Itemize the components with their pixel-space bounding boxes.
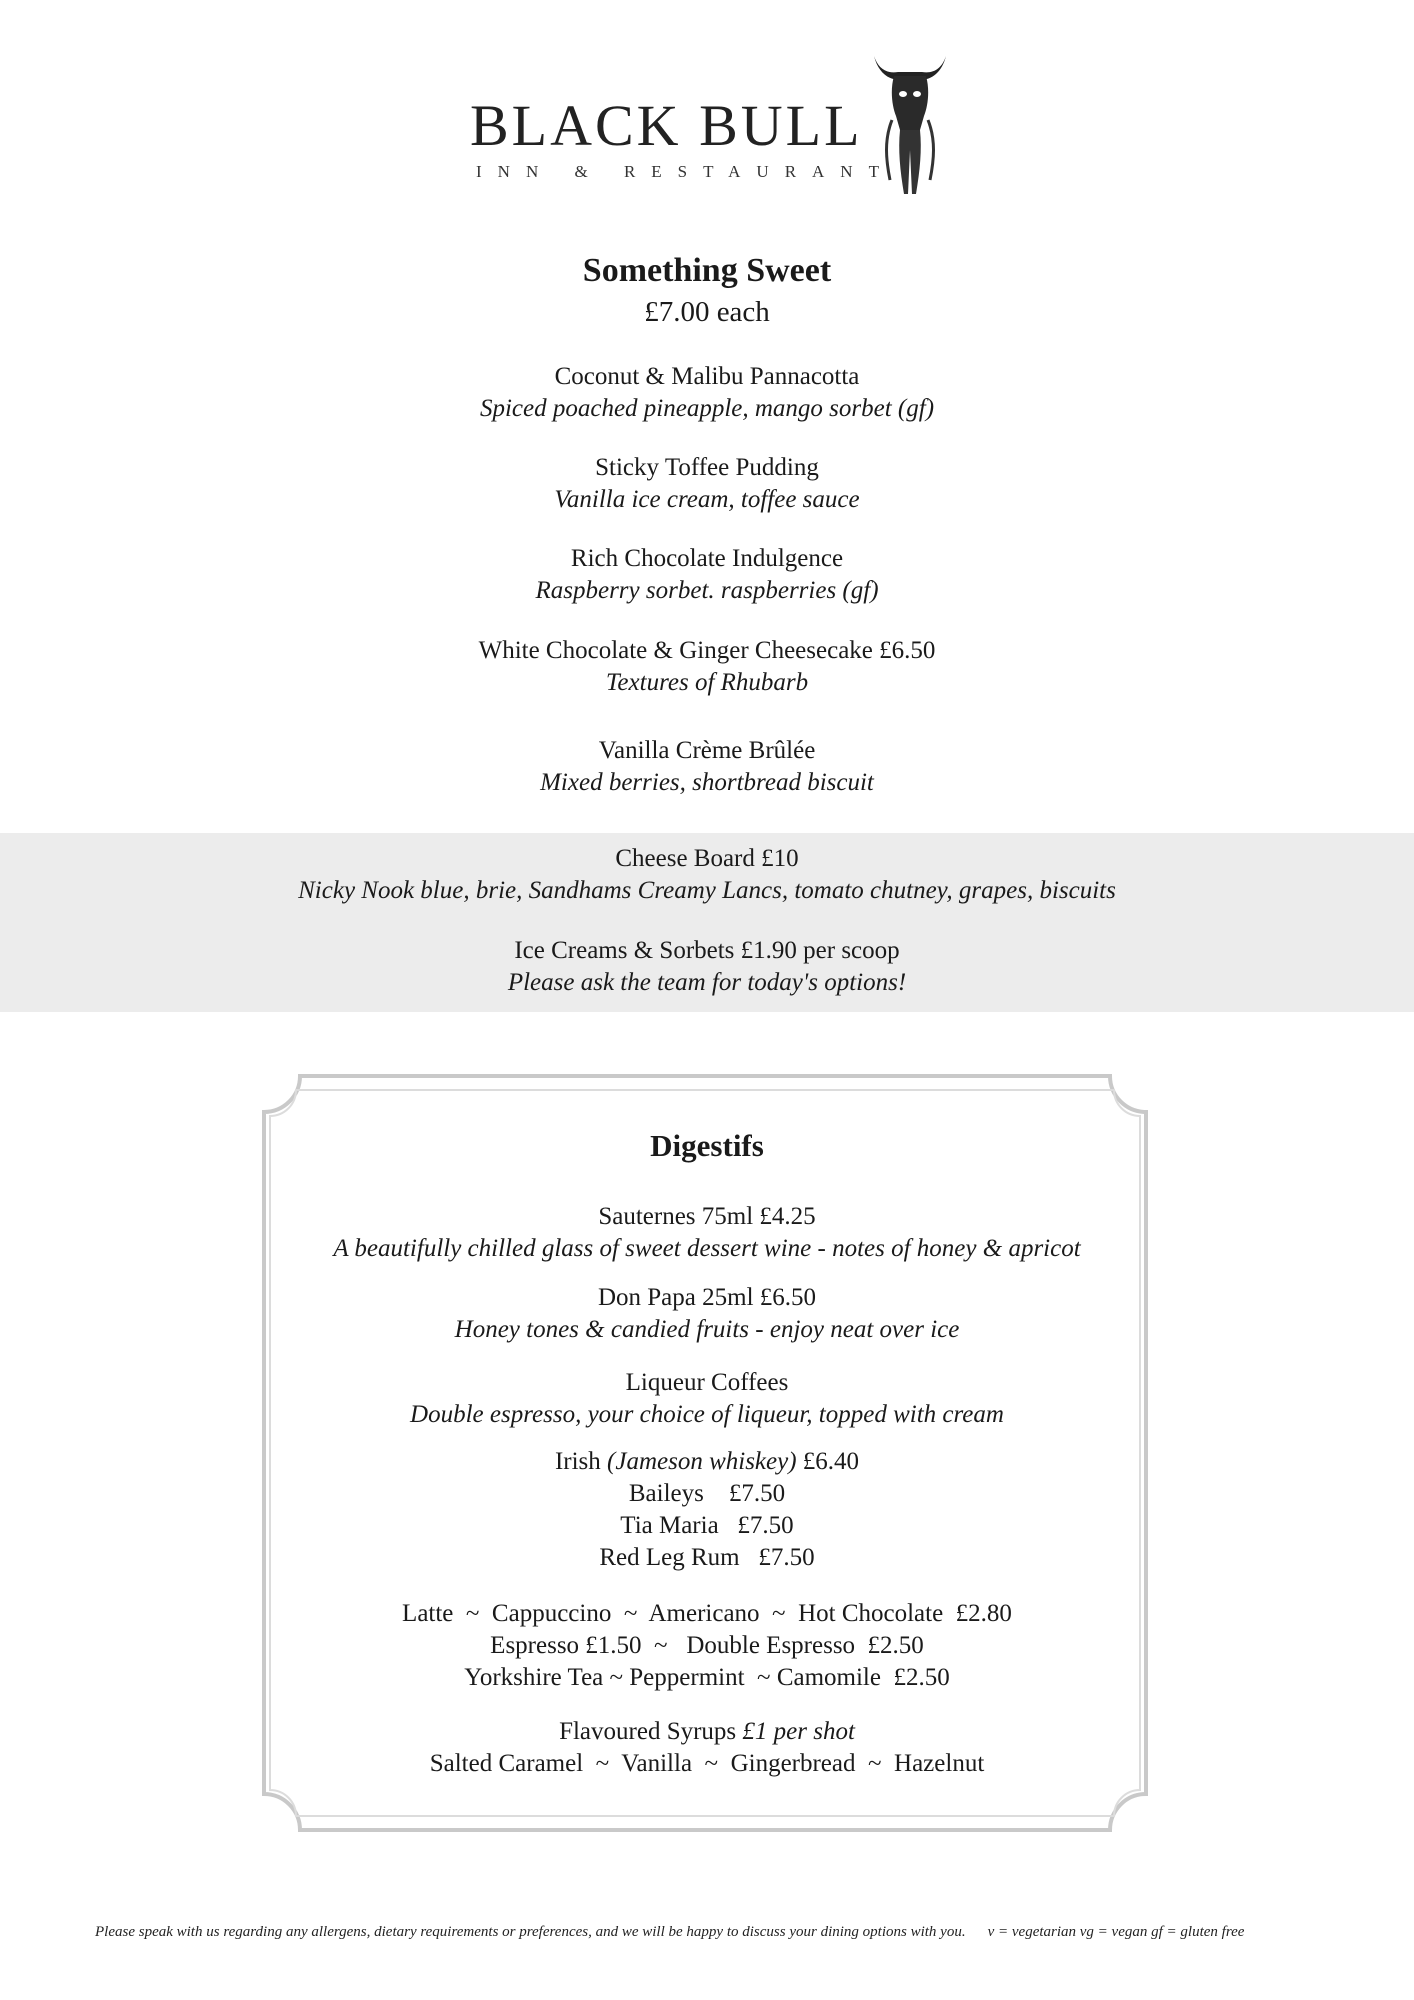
menu-item-name: Liqueur Coffees xyxy=(625,1369,789,1396)
menu-item-desc: Spiced poached pineapple, mango sorbet (gf) xyxy=(479,395,935,422)
syrups xyxy=(0,1716,1414,1780)
section-title-something-sweet: Something Sweet xyxy=(582,252,832,289)
menu-item-name: Sticky Toffee Pudding xyxy=(595,454,819,481)
logo-tagline: INN & RESTAURANT xyxy=(476,162,895,181)
syrups-label: Flavoured Syrups £1 per shot xyxy=(559,1718,855,1745)
dietary-key: v = vegetarian vg = vegan gf = gluten free xyxy=(987,1924,1245,1940)
section-title-digestifs: Digestifs xyxy=(650,1128,764,1163)
menu-item-desc: A beautifully chilled glass of sweet dessert wine - notes of honey & apricot xyxy=(333,1235,1081,1262)
menu-item-name: Cheese Board £10 xyxy=(615,845,799,872)
allergen-note xyxy=(95,1924,1355,1941)
menu-item-name: Coconut & Malibu Pannacotta xyxy=(554,363,860,390)
bull-head-icon xyxy=(870,50,950,200)
hot-drinks-line: Latte ~ Cappuccino ~ Americano ~ Hot Chocolate £2.80 xyxy=(402,1600,1012,1627)
logo-wordmark: BLACK BULL xyxy=(470,93,863,158)
menu-item xyxy=(0,361,1414,425)
menu-item xyxy=(0,543,1414,607)
menu-item-desc: Textures of Rhubarb xyxy=(605,669,809,696)
menu-item xyxy=(0,452,1414,516)
menu-item-desc: Mixed berries, shortbread biscuit xyxy=(540,769,874,796)
menu-item-name: Sauternes 75ml £4.25 xyxy=(598,1203,816,1230)
section-price: £7.00 each xyxy=(644,296,770,328)
menu-item-desc: Honey tones & candied fruits - enjoy neat over ice xyxy=(454,1316,960,1343)
menu-item-name: Rich Chocolate Indulgence xyxy=(570,545,844,572)
menu-item xyxy=(0,843,1414,907)
liqueur-irish: Irish (Jameson whiskey) £6.40 xyxy=(554,1448,860,1475)
menu-item-desc: Double espresso, your choice of liqueur, topped with cream xyxy=(410,1401,1004,1428)
menu-item-desc: Vanilla ice cream, toffee sauce xyxy=(554,486,860,513)
hot-drinks-line: Yorkshire Tea ~ Peppermint ~ Camomile £2.50 xyxy=(464,1664,950,1691)
menu-item xyxy=(0,735,1414,799)
menu-item xyxy=(0,635,1414,699)
menu-item-desc: Nicky Nook blue, brie, Sandhams Creamy Lancs, tomato chutney, grapes, biscuits xyxy=(298,877,1116,904)
liqueur-list xyxy=(0,1446,1414,1574)
menu-item-name: Vanilla Crème Brûlée xyxy=(598,737,816,764)
allergen-text: Please speak with us regarding any allergens, dietary requirements or preferences, and we will be happy to discuss your dining options with you. xyxy=(95,1924,966,1940)
liqueur-baileys: Baileys £7.50 xyxy=(628,1480,786,1507)
menu-item xyxy=(0,1201,1414,1265)
restaurant-logo xyxy=(470,50,950,200)
liqueur-red-leg: Red Leg Rum £7.50 xyxy=(599,1544,815,1571)
menu-item xyxy=(0,1367,1414,1431)
menu-item xyxy=(0,1282,1414,1346)
hot-drinks xyxy=(0,1598,1414,1694)
menu-item-name: Ice Creams & Sorbets £1.90 per scoop xyxy=(514,937,900,964)
menu-item-name: Don Papa 25ml £6.50 xyxy=(597,1284,817,1311)
syrups-flavours: Salted Caramel ~ Vanilla ~ Gingerbread ~ Hazelnut xyxy=(429,1750,985,1777)
menu-item xyxy=(0,935,1414,999)
menu-item-desc: Please ask the team for today's options! xyxy=(507,969,907,996)
menu-item-desc: Raspberry sorbet. raspberries (gf) xyxy=(535,577,879,604)
menu-item-name: White Chocolate & Ginger Cheesecake £6.50 xyxy=(478,637,936,664)
hot-drinks-line: Espresso £1.50 ~ Double Espresso £2.50 xyxy=(490,1632,924,1659)
liqueur-tia-maria: Tia Maria £7.50 xyxy=(620,1512,794,1539)
